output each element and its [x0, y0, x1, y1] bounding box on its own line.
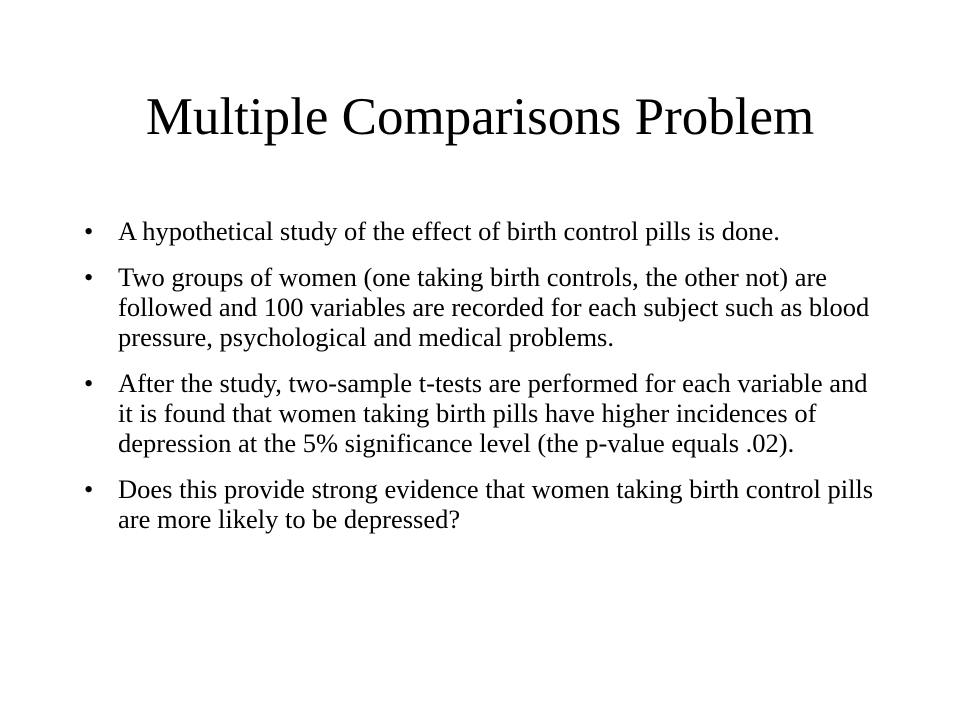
bullet-item	[84, 262, 884, 352]
bullet-item	[84, 216, 884, 246]
bullet-icon: •	[84, 216, 94, 246]
slide-title: Multiple Comparisons Problem	[145, 88, 815, 146]
bullet-text: After the study, two-sample t-tests are performed for each variable and it is found that women taking birth pills have higher incidences of depression at the 5% significance level (the p-value equals .02).	[118, 368, 868, 458]
bullet-icon: •	[84, 368, 94, 398]
bullet-item	[84, 368, 884, 458]
bullet-text: A hypothetical study of the effect of birth control pills is done.	[118, 216, 780, 246]
bullet-text: Does this provide strong evidence that women taking birth control pills are more likely to be depressed?	[118, 474, 874, 534]
bullet-item	[84, 474, 884, 534]
bullet-icon: •	[84, 262, 94, 292]
bullet-text: Two groups of women (one taking birth controls, the other not) are followed and 100 variables are recorded for each subject such as blood pressure, psychological and medical problems.	[118, 262, 870, 352]
bullet-list	[84, 216, 884, 534]
bullet-icon: •	[84, 474, 94, 504]
